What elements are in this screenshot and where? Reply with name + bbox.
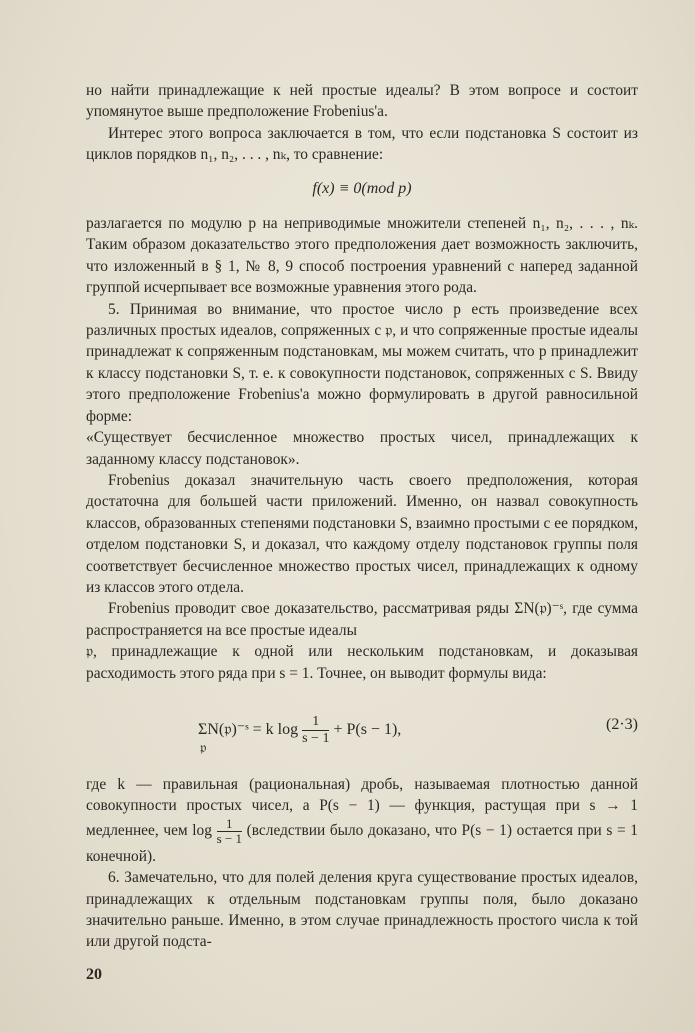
page-body (86, 80, 638, 953)
paragraph-7-denominator: s − 1 (216, 830, 242, 846)
formula-2-3-body (198, 714, 401, 747)
paragraph-7-end: (вследствии было доказано, что P(s − 1) остается при s = 1 конечной). (86, 821, 638, 865)
paragraph-7 (86, 774, 638, 867)
paragraph-6b: 𝔭, принадлежащие к одной или нескольким подстановкам, и доказывая расходимость этого ряда при s = 1. Точнее, он выводит формулы вида: (86, 643, 638, 682)
equation-number: (2·3) (606, 715, 638, 733)
formula-2-3-subscript: 𝔭 (200, 740, 207, 756)
formula-2-3-lhs: ΣN(𝔭)⁻ˢ = k log (198, 721, 299, 739)
paragraph-2: Интерес этого вопроса заключается в том, что если подстановка S состоит из циклов порядков n₁, n₂, . . . , nₖ, то сравнение: (86, 124, 638, 164)
paragraph-5: Frobenius доказал значительную часть своего предположения, которая достаточна для большей части приложений. Именно, он назвал совокупность классов, образованных степенями подстановки S, взаимно простыми с ее порядком, отделом подстановки S, и доказал, что каждому отделу подстановок группы поля соответствует бесчисленное множество простых чисел, принадлежащих к одному из классов этого отдела. (86, 471, 638, 596)
formula-2-3-numerator: 1 (302, 714, 329, 731)
frobenius-quote: «Существует бесчисленное множество простых чисел, принадлежащих к заданному классу подстановок». (86, 429, 638, 468)
paragraph-8: 6. Замечательно, что для полей деления круга существование простых идеалов, принадлежащих к отдельным подстановкам группы поля, было доказано значительно раньше. Именно, в этом случае принадлежность простого числа к той или другой подста- (86, 869, 638, 951)
paragraph-7-start: где k — правильная (рациональная) дробь, называемая плотностью данной совокупности простых чисел, а P(s − 1) — функция, растущая при s → 1 медленнее, чем log (86, 775, 638, 839)
paragraph-3: разлагается по модулю p на неприводимые множители степеней n₁, n₂, . . . , nₖ. Таким образом доказательство этого предположения дает возможность заключить, что изложенный в § 1, № 8, 9 способ построения уравнений с наперед заданной группой исчерпывает все возможные уравнения этого рода. (86, 215, 638, 297)
formula-2-3-rhs: + P(s − 1), (333, 721, 402, 739)
formula-2-3-fraction (302, 714, 329, 747)
formula-2-3-denominator: s − 1 (302, 730, 330, 746)
paragraph-7-fraction (217, 817, 242, 846)
paragraph-1: но найти принадлежащие к ней простые идеалы? В этом вопросе и состоит упомянутое выше предположение Frobenius'а. (86, 82, 638, 121)
page-number: 20 (86, 966, 102, 983)
formula-congruence: f(x) ≡ 0(mod p) (312, 179, 412, 197)
paragraph-4: 5. Принимая во внимание, что простое число p есть произведение всех различных простых идеалов, сопряженных с 𝔭, и что сопряженные простые идеалы принадлежат к сопряженным подстановкам, мы можем считать, что p принадлежит к классу подстановки S, т. е. к совокупности подстановок, сопряженных с S. Ввиду этого предположение Frobenius'а можно формулировать в другой равносильной форме: (86, 300, 638, 425)
paragraph-6a: Frobenius проводит свое доказательство, рассматривая ряды ΣN(𝔭)⁻ˢ, где сумма распространяется на все простые идеалы (86, 600, 638, 639)
paragraph-7-numerator: 1 (217, 817, 242, 832)
formula-2-3 (86, 702, 638, 760)
